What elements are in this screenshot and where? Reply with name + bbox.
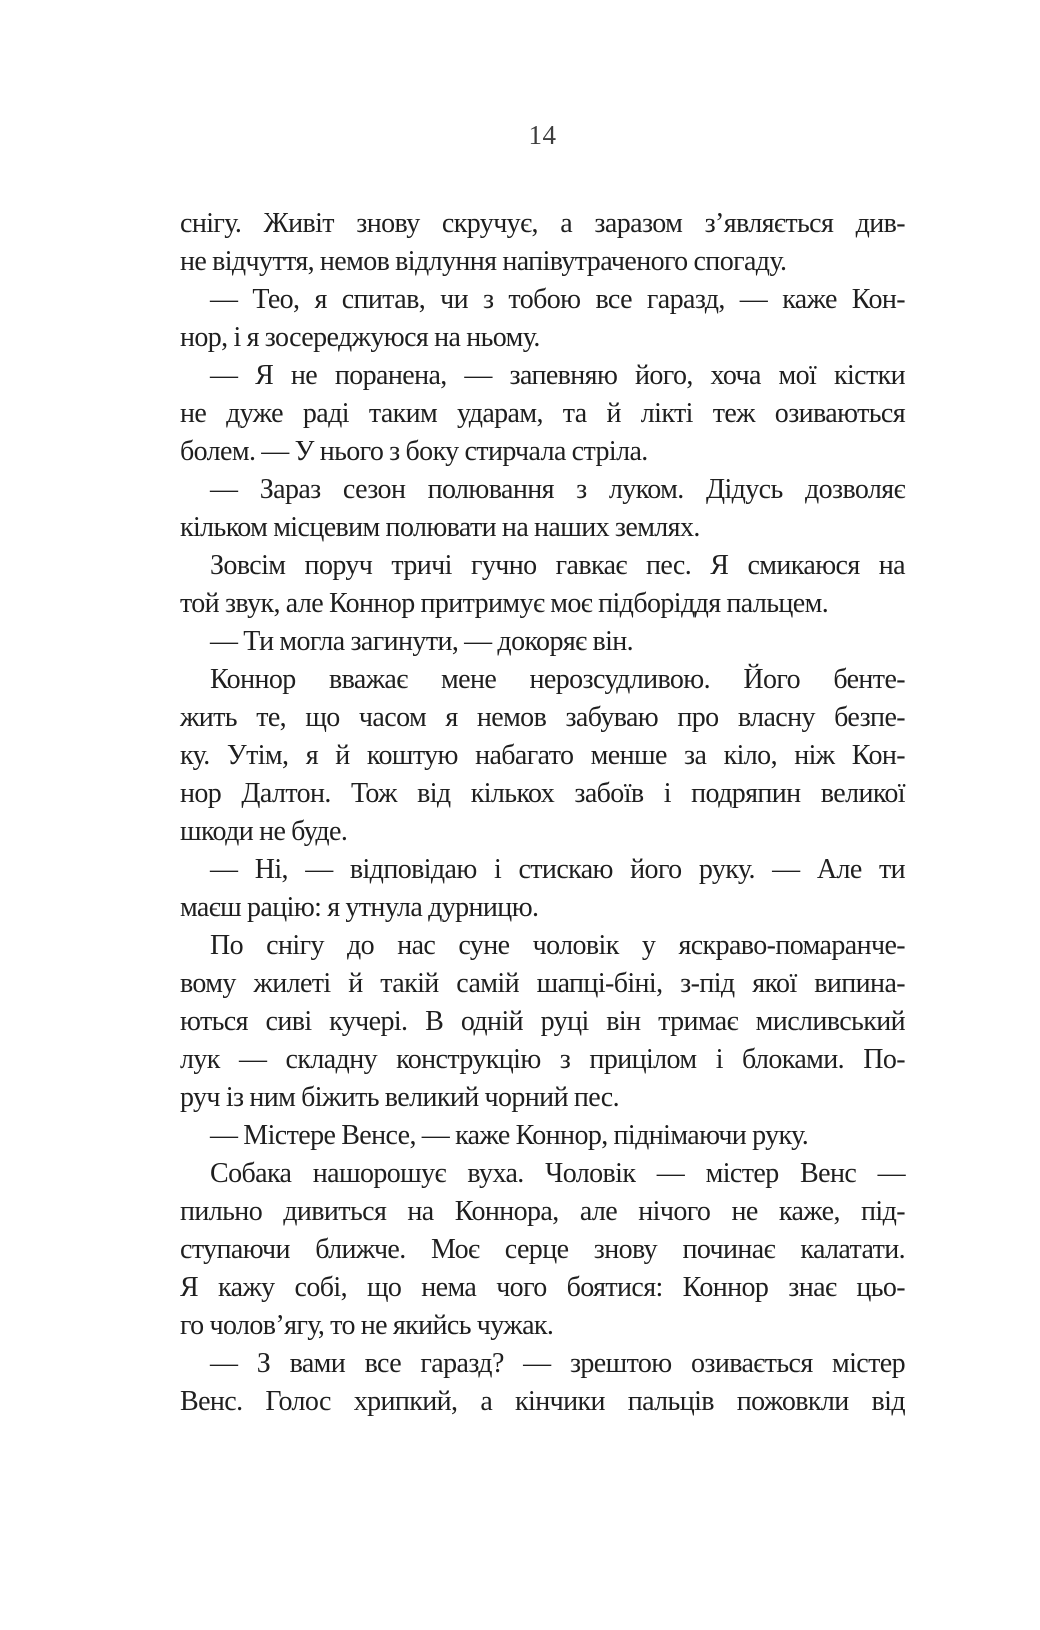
text-line: — Я не поранена, — запевняю його, хоча мої кістки	[210, 360, 905, 391]
paragraph	[180, 471, 905, 547]
text-line: не дуже раді таким ударам, та й лікті теж озиваються	[180, 398, 905, 429]
text-line: ються сиві кучері. В одній руці він тримає мисливський	[180, 1006, 905, 1037]
paragraph	[180, 927, 905, 1117]
text-line: пильно дивиться на Коннора, але нічого не каже, під-	[180, 1196, 905, 1227]
text-line: Коннор вважає мене нерозсудливою. Його бенте-	[210, 664, 905, 695]
page-text	[180, 205, 905, 1421]
text-line: — Ти могла загинути, — докоряє він.	[210, 626, 634, 657]
text-line: кільком місцевим полювати на наших землях.	[180, 512, 700, 543]
text-line: Я кажу собі, що нема чого боятися: Коннор знає цьо-	[180, 1272, 905, 1303]
text-line: ку. Утім, я й коштую набагато менше за кіло, ніж Кон-	[180, 740, 905, 771]
text-line: ступаючи ближче. Моє серце знову починає калатати.	[180, 1234, 905, 1265]
text-line: той звук, але Коннор притримує моє підборіддя пальцем.	[180, 588, 829, 619]
text-line: — Тео, я спитав, чи з тобою все гаразд, — каже Кон-	[210, 284, 905, 315]
paragraph	[180, 623, 905, 661]
paragraph	[180, 205, 905, 281]
text-line: нор Далтон. Тож від кількох забоїв і подряпин великої	[180, 778, 905, 809]
text-line: го чолов’ягу, то не якийсь чужак.	[180, 1310, 554, 1341]
text-line: маєш рацію: я утнула дурницю.	[180, 892, 539, 923]
text-line: снігу. Живіт знову скручує, а заразом з’являється див-	[180, 208, 905, 239]
text-line: — Містере Венсе, — каже Коннор, піднімаючи руку.	[210, 1120, 809, 1151]
page-number: 14	[528, 120, 557, 150]
text-line: По снігу до нас суне чоловік у яскраво-помаранче-	[210, 930, 905, 961]
text-line: жить те, що часом я немов забуваю про власну безпе-	[180, 702, 905, 733]
paragraph	[180, 547, 905, 623]
text-line: Зовсім поруч тричі гучно гавкає пес. Я смикаюся на	[210, 550, 905, 581]
paragraph	[180, 661, 905, 851]
text-line: не відчуття, немов відлуння напівутраченого спогаду.	[180, 246, 787, 277]
text-line: — З вами все гаразд? — зрештою озивається містер	[210, 1348, 905, 1379]
text-line: шкоди не буде.	[180, 816, 348, 847]
text-line: лук — складну конструкцію з прицілом і блоками. По-	[180, 1044, 905, 1075]
paragraph	[180, 851, 905, 927]
text-line: руч із ним біжить великий чорний пес.	[180, 1082, 619, 1113]
text-line: вому жилеті й такій самій шапці-біні, з-під якої випина-	[180, 968, 905, 999]
text-line: болем. — У нього з боку стирчала стріла.	[180, 436, 648, 467]
text-line: нор, і я зосереджуюся на ньому.	[180, 322, 540, 353]
paragraph	[180, 357, 905, 471]
paragraph	[180, 281, 905, 357]
text-line: Венс. Голос хрипкий, а кінчики пальців пожовкли від	[180, 1386, 905, 1417]
paragraph	[180, 1155, 905, 1345]
paragraph	[180, 1117, 905, 1155]
text-line: — Зараз сезон полювання з луком. Дідусь дозволяє	[210, 474, 905, 505]
text-line: — Ні, — відповідаю і стискаю його руку. — Але ти	[210, 854, 905, 885]
paragraph	[180, 1345, 905, 1421]
text-line: Собака нашорошує вуха. Чоловік — містер Венс —	[210, 1158, 905, 1189]
